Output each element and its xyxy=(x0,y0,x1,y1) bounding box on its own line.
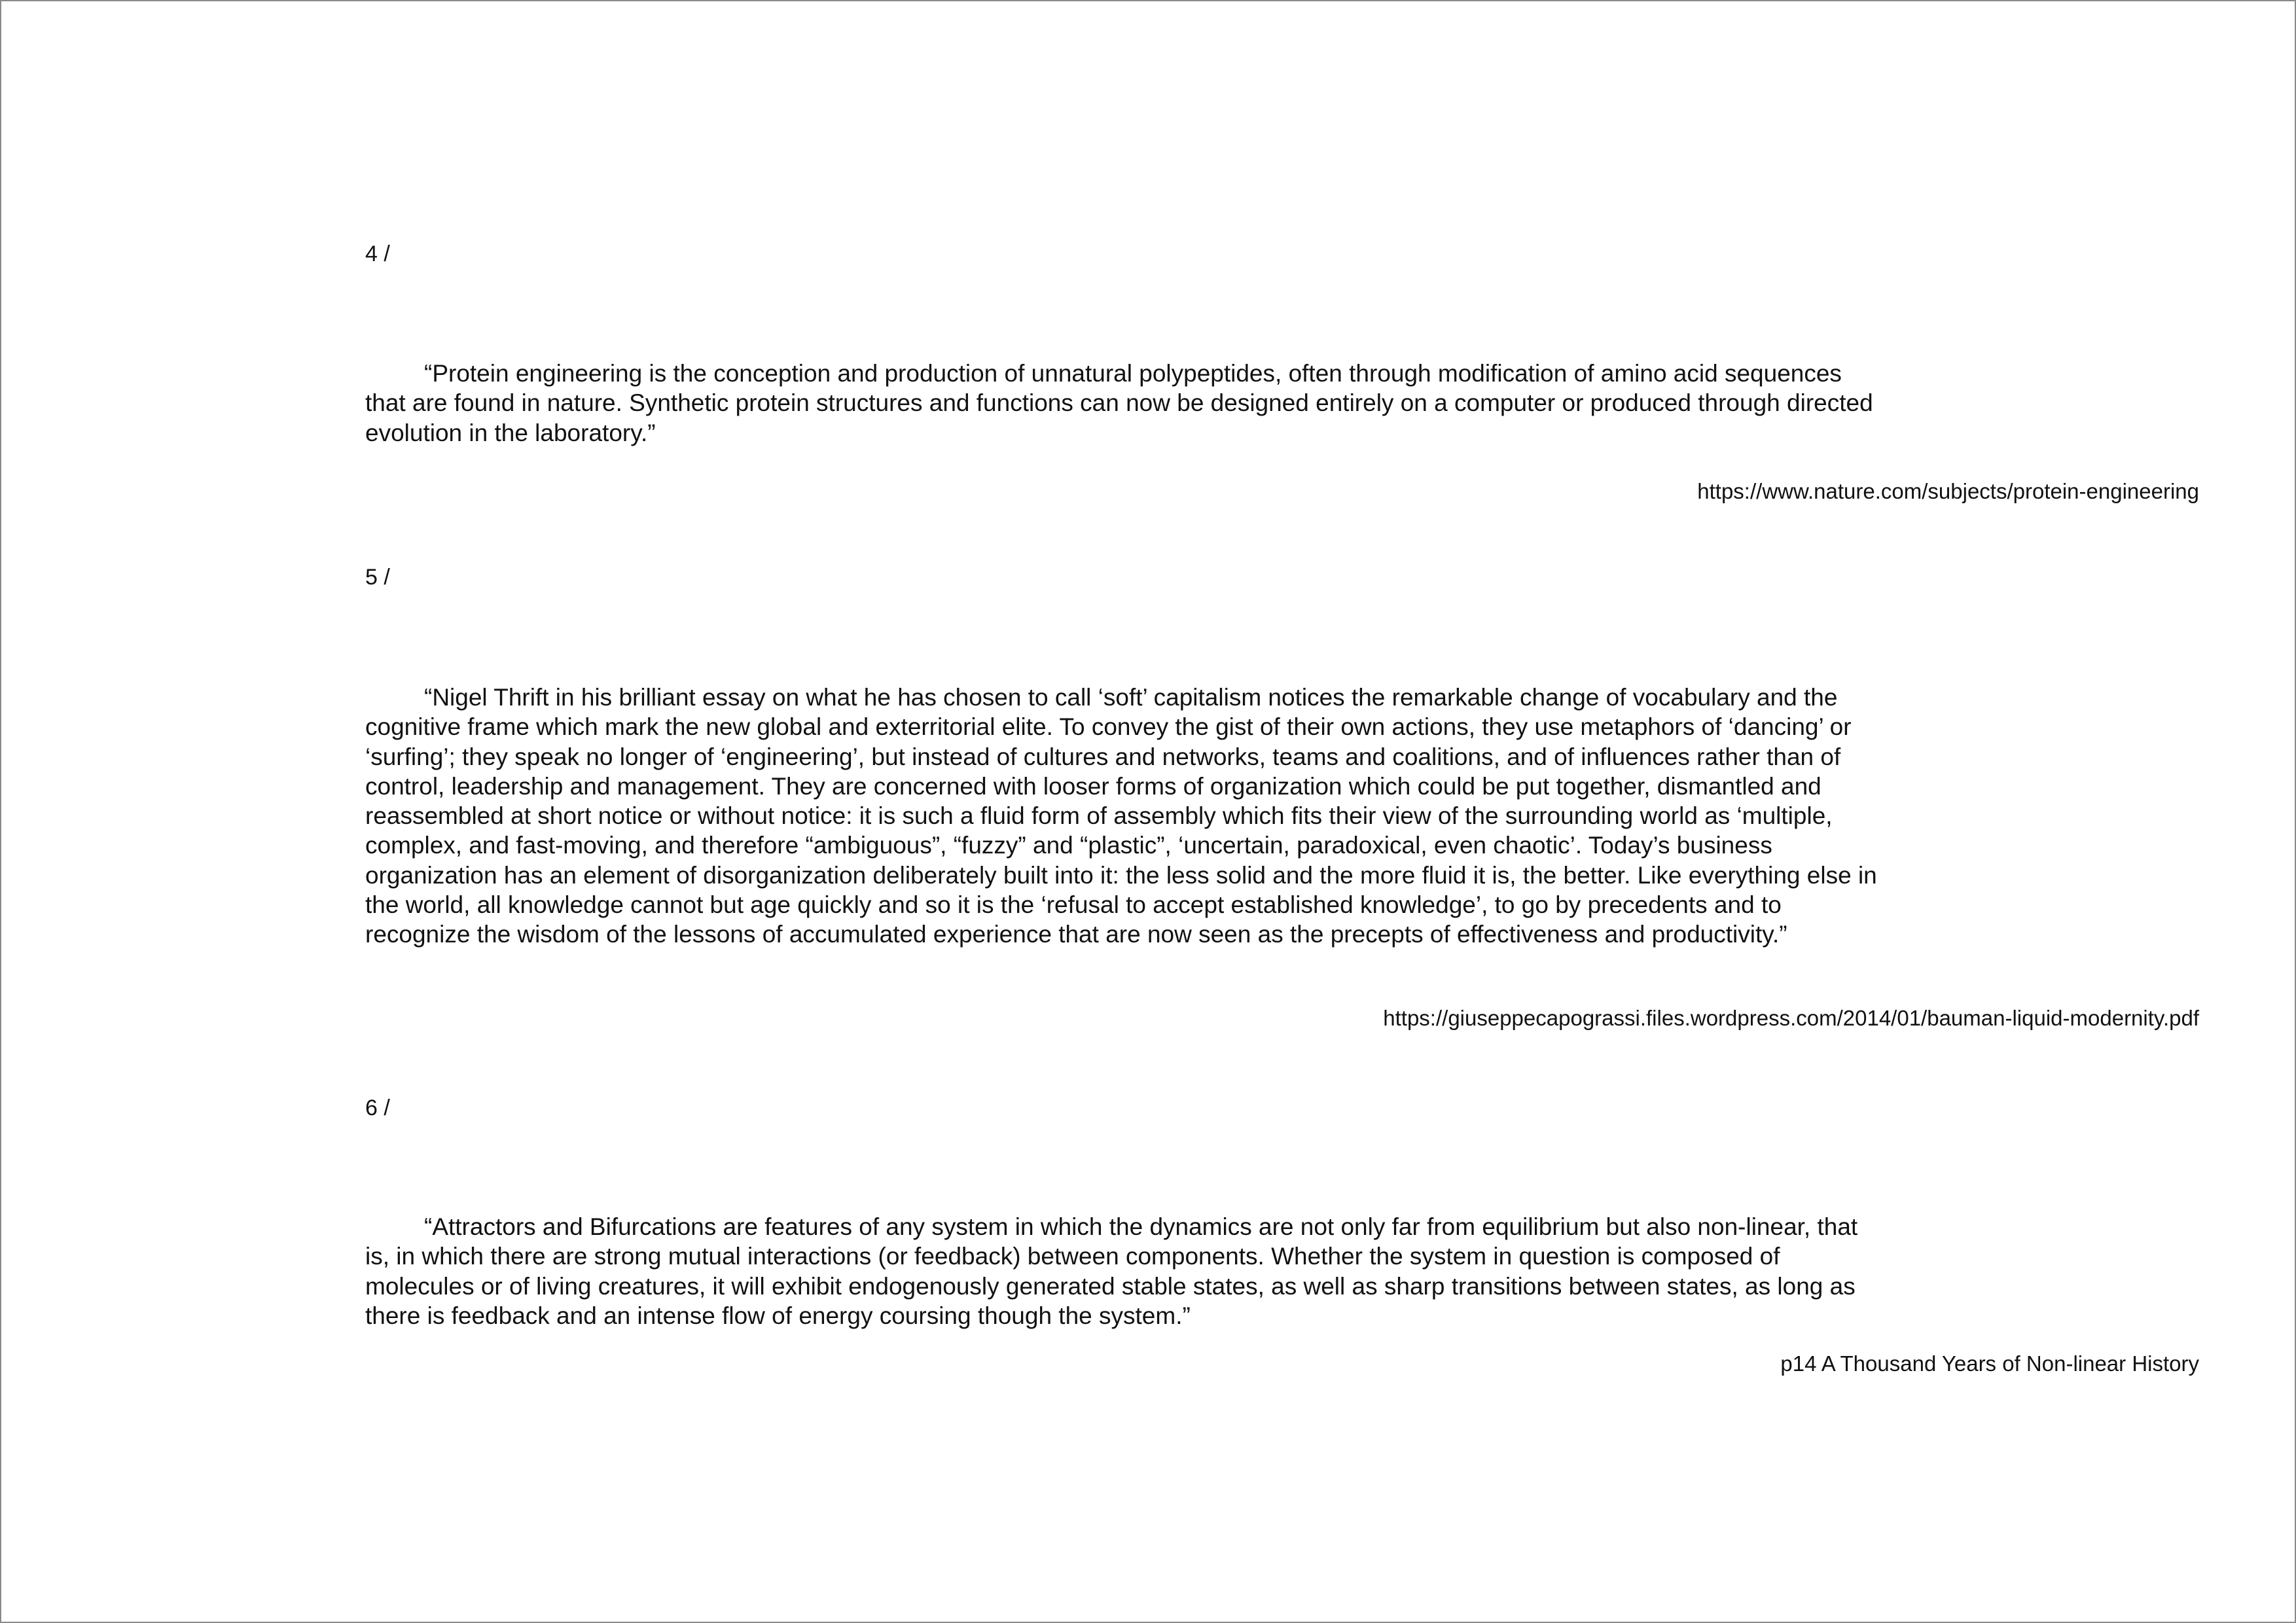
source-link-nature[interactable]: https://www.nature.com/subjects/protein-engineering xyxy=(1697,479,2199,503)
quote-protein-engineering: “Protein engineering is the conception and production of unnatural polypeptides, often through modification of amino acid sequences that are found in nature. Synthetic protein structures and functions can now be designed entirely on a computer or produced through directed evolution in the laboratory.” xyxy=(365,360,1873,446)
section-number-4: 4 / xyxy=(365,241,390,266)
source-link-bauman[interactable]: https://giuseppecapograssi.files.wordpress.com/2014/01/bauman-liquid-modernity.pdf xyxy=(1383,1006,2199,1030)
source-citation-thousand-years: p14 A Thousand Years of Non-linear History xyxy=(1780,1351,2199,1376)
section-number-6: 6 / xyxy=(365,1096,390,1120)
quote-liquid-modernity: “Nigel Thrift in his brilliant essay on what he has chosen to call ‘soft’ capitalism notices the remarkable change of vocabulary and the cognitive frame which mark the new global and exterritorial elite. To convey the gist of their own actions, they use metaphors of ‘dancing’ or ‘surfing’; they speak no longer of ‘engineering’, but instead of cultures and networks, teams and coalitions, and of influences rather than of control, leadership and management. They are concerned with looser forms of organization which could be put together, dismantled and reassembled at short notice or without notice: it is such a fluid form of assembly which fits their view of the surrounding world as ‘multiple, complex, and fast-moving, and therefore “ambiguous”, “fuzzy” and “plastic”, ‘uncertain, paradoxical, even chaotic’. Today’s business organization has an element of disorganization deliberately built into it: the less solid and the more fluid it is, the better. Like everything else in the world, all knowledge cannot but age quickly and so it is the ‘refusal to accept established knowledge’, to go by precedents and to recognize the wisdom of the lessons of accumulated experience that are now seen as the precepts of effectiveness and productivity.” xyxy=(365,684,1877,948)
quote-attractors-bifurcations: “Attractors and Bifurcations are features of any system in which the dynamics are not only far from equilibrium but also non-linear, that is, in which there are strong mutual interactions (or feedback) between components. Whether the system in question is composed of molecules or of living creatures, it will exhibit endogenously generated stable states, as well as sharp transitions between states, as long as there is feedback and an intense flow of energy coursing though the system.” xyxy=(365,1213,1858,1329)
section-number-5: 5 / xyxy=(365,565,390,590)
